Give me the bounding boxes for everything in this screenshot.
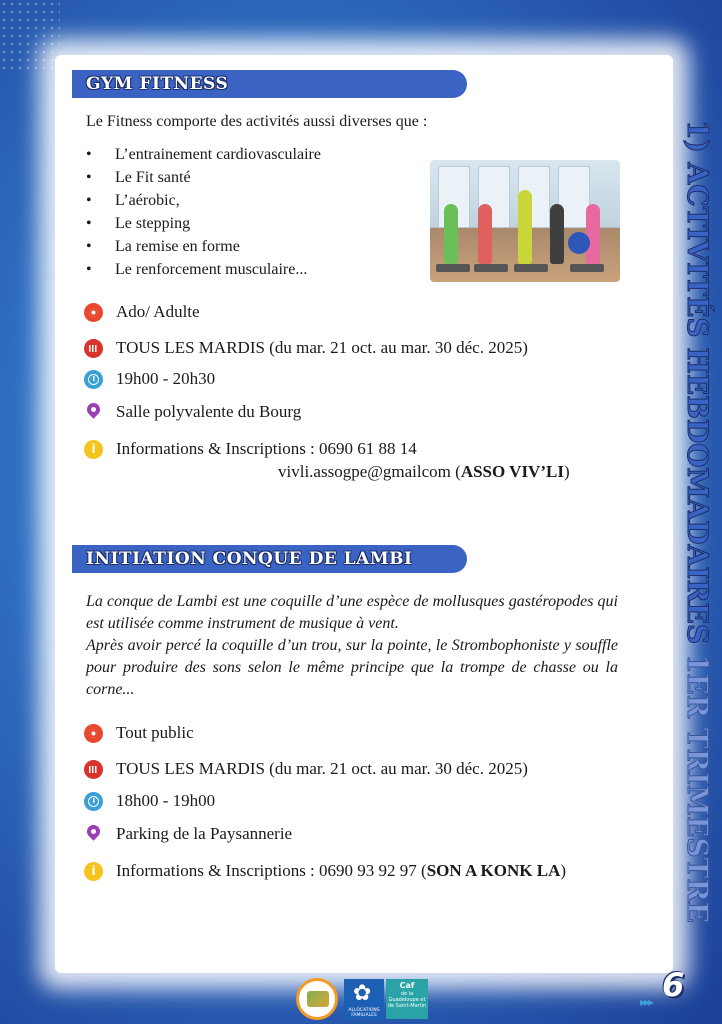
fitness-class-photo (430, 160, 620, 282)
section-title-conque-lambi: INITIATION CONQUE DE LAMBI (72, 545, 467, 573)
paragraph: La conque de Lambi est une coquille d’une espèce de mollusques gastéropodes qui est utilisée comme instrument de musique à vent. (86, 593, 618, 632)
caf-logo-text: ALLOCATIONS FAMILIALES (348, 1008, 380, 1018)
conque-info: i Informations & Inscriptions : 0690 93 92 97 (SON A KONK LA) (84, 859, 566, 883)
list-item: • Le Fit santé (86, 166, 321, 189)
partner-logo (296, 978, 338, 1020)
gym-location: Salle polyvalente du Bourg (84, 400, 301, 424)
target-icon (84, 724, 103, 743)
side-title (676, 120, 718, 923)
map-pin-icon (84, 403, 103, 422)
page-number: 6 (662, 966, 685, 1004)
info-icon: i (84, 440, 103, 459)
side-title-sub: 1ER TRIMESTRE (681, 653, 714, 923)
gym-schedule: TOUS LES MARDIS (du mar. 21 oct. au mar. 30 déc. 2025) (84, 336, 528, 360)
clock-icon (84, 792, 103, 811)
list-item: • La remise en forme (86, 235, 321, 258)
calendar-icon (84, 760, 103, 779)
gym-time: 19h00 - 20h30 (84, 367, 215, 391)
list-item: • L’aérobic, (86, 189, 321, 212)
calendar-icon (84, 339, 103, 358)
list-item: • Le stepping (86, 212, 321, 235)
caf-guadeloupe-logo: Caf de la Guadeloupe et de Saint-Martin (386, 979, 428, 1019)
gym-intro: Le Fitness comporte des activités aussi diverses que : (86, 113, 428, 130)
arrows-icon: ▸▸▸ (640, 995, 653, 1009)
conque-time: 18h00 - 19h00 (84, 789, 215, 813)
dot-pattern (0, 0, 60, 70)
map-pin-icon (84, 825, 103, 844)
gym-email[interactable]: vivli.assogpe@gmailcom (278, 462, 451, 481)
conque-audience: Tout public (84, 721, 194, 745)
side-title-main: 1) ACTIVITÉS HEBDOMADAIRES (681, 120, 714, 645)
paragraph: Après avoir percé la coquille d’un trou, sur la pointe, le Strombophoniste y souffle pour produire des sons selon le même principe que la trompe de chasse ou la corne... (86, 637, 618, 698)
list-item: • L’entrainement cardiovasculaire (86, 143, 321, 166)
clock-icon (84, 370, 103, 389)
gym-info: i Informations & Inscriptions : 0690 61 88 14 (84, 437, 417, 461)
section-title-gym-fitness: GYM FITNESS (72, 70, 467, 98)
gym-organization: ASSO VIV’LI (460, 462, 564, 481)
conque-schedule: TOUS LES MARDIS (du mar. 21 oct. au mar. 30 déc. 2025) (84, 757, 528, 781)
list-item: • Le renforcement musculaire... (86, 258, 321, 281)
gym-audience: Ado/ Adulte (84, 300, 200, 324)
gym-contact: vivli.assogpe@gmailcom (ASSO VIV’LI) (278, 462, 570, 481)
conque-description (86, 591, 618, 701)
target-icon (84, 303, 103, 322)
conque-location: Parking de la Paysannerie (84, 822, 292, 846)
info-icon: i (84, 862, 103, 881)
gym-activity-list (86, 143, 321, 281)
conque-organization: SON A KONK LA (426, 861, 561, 880)
